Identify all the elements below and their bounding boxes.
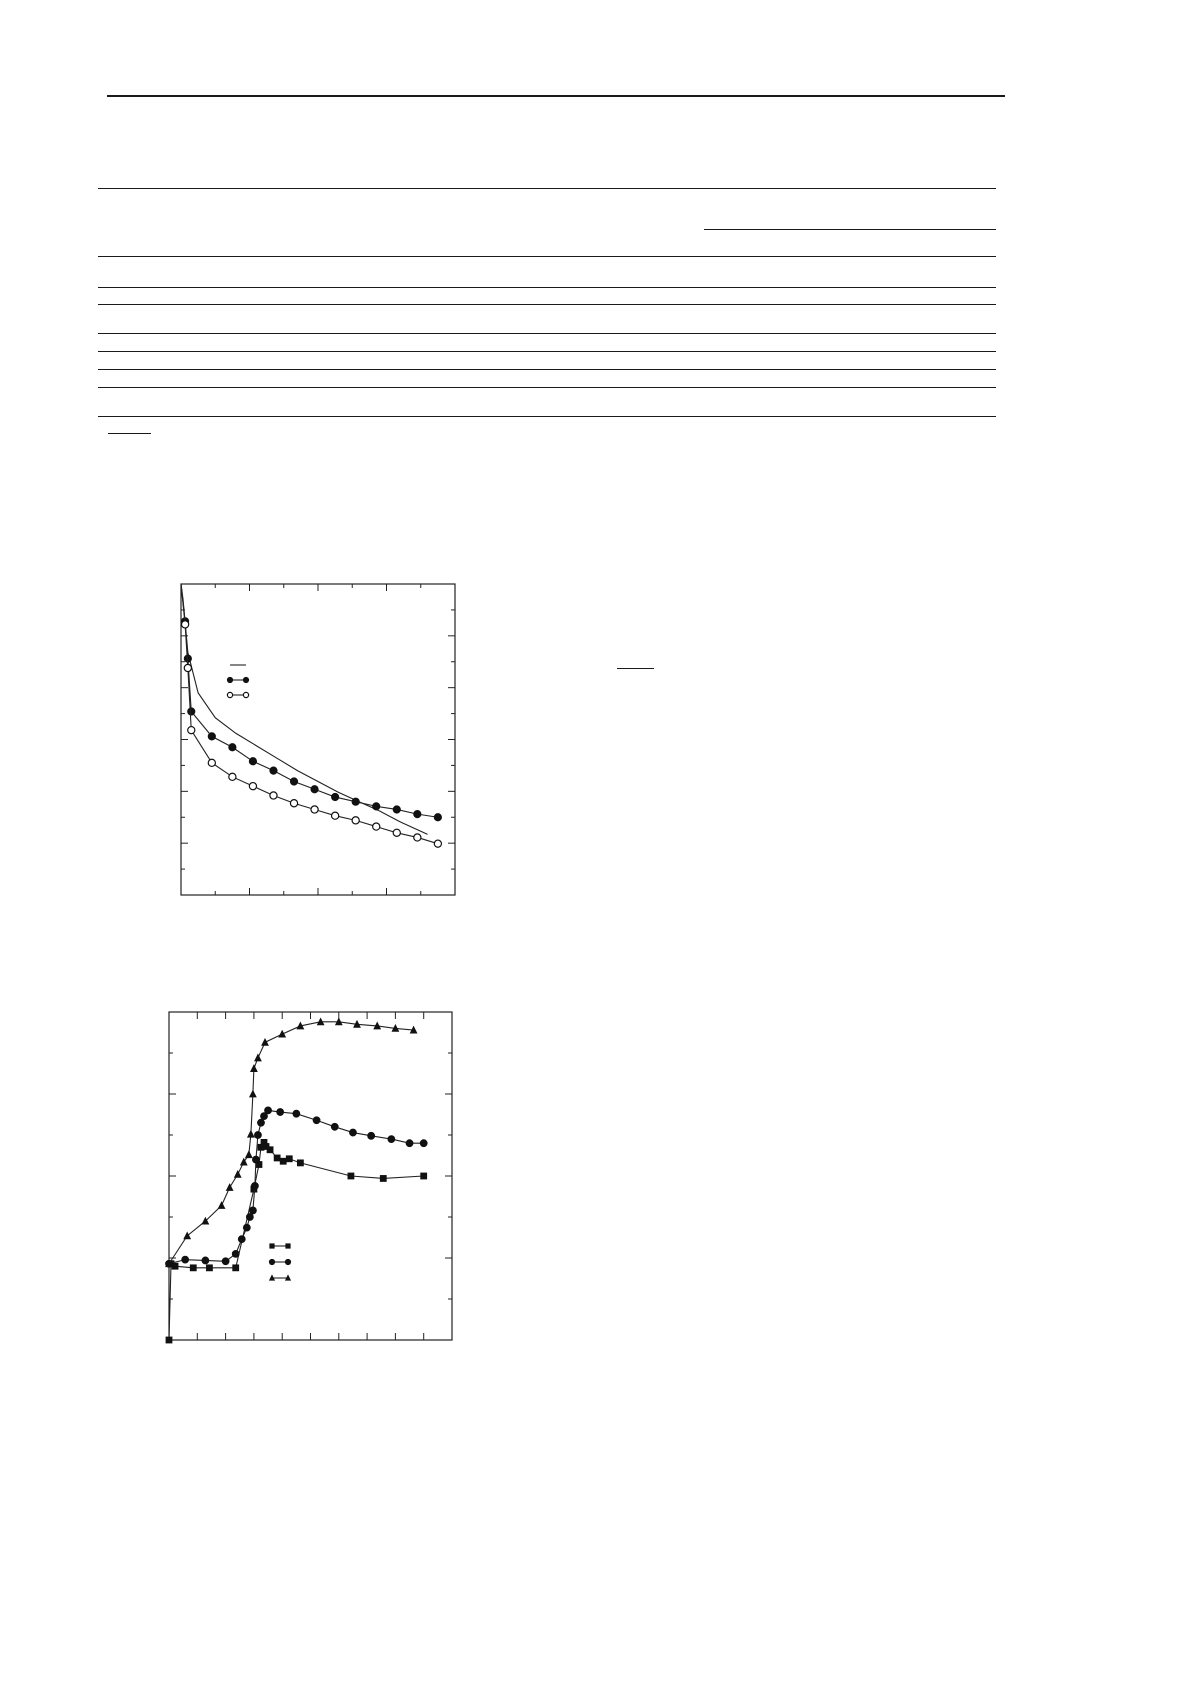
series-line — [181, 584, 438, 817]
data-point — [348, 1173, 355, 1180]
data-point — [229, 773, 236, 780]
data-point — [227, 692, 232, 697]
data-point — [261, 1038, 269, 1046]
data-point — [229, 744, 236, 751]
data-point — [188, 727, 195, 734]
data-point — [285, 1243, 290, 1248]
data-point — [166, 1337, 173, 1344]
data-point — [232, 1251, 239, 1258]
series-line — [181, 584, 438, 844]
data-point — [392, 1024, 400, 1032]
data-point — [420, 1173, 427, 1180]
data-point — [249, 783, 256, 790]
data-point — [251, 1186, 258, 1193]
data-point — [406, 1140, 413, 1147]
data-point — [286, 1155, 293, 1162]
data-point — [414, 811, 421, 818]
table-row — [98, 287, 996, 288]
data-point — [290, 800, 297, 807]
data-point — [265, 1107, 272, 1114]
table-header-rule — [98, 256, 996, 257]
data-point — [249, 1090, 257, 1098]
table-row — [98, 369, 996, 370]
data-point — [249, 758, 256, 765]
data-point — [285, 1274, 291, 1280]
data-point — [201, 1217, 209, 1225]
data-point — [352, 798, 359, 805]
data-point — [368, 1132, 375, 1139]
data-point — [269, 1259, 274, 1264]
data-point — [253, 1156, 260, 1163]
data-point — [183, 1231, 191, 1239]
data-point — [388, 1136, 395, 1143]
table-row — [98, 333, 996, 334]
data-point — [293, 1110, 300, 1117]
data-point — [373, 823, 380, 830]
series-line — [169, 1142, 424, 1340]
data-point — [311, 786, 318, 793]
plot-frame — [181, 584, 455, 895]
data-point — [245, 1150, 253, 1158]
data-point — [278, 1030, 286, 1038]
data-point — [270, 767, 277, 774]
data-point — [414, 834, 421, 841]
data-point — [290, 778, 297, 785]
footnote-rule — [108, 433, 151, 434]
data-point — [168, 1260, 175, 1267]
data-point — [317, 1017, 325, 1025]
data-point — [420, 1140, 427, 1147]
data-point — [311, 806, 318, 813]
data-point — [250, 1064, 258, 1072]
data-point — [258, 1119, 265, 1126]
header-rule — [107, 95, 1005, 97]
data-point — [247, 1130, 255, 1138]
data-point — [373, 1022, 381, 1030]
data-point — [254, 1054, 262, 1062]
data-point — [350, 1129, 357, 1136]
data-point — [434, 840, 441, 847]
data-point — [218, 1201, 226, 1209]
table-row — [98, 387, 996, 388]
data-point — [232, 1264, 239, 1271]
data-point — [208, 733, 215, 740]
data-point — [285, 1259, 290, 1264]
data-point — [243, 1224, 250, 1231]
data-point — [188, 708, 195, 715]
data-point — [182, 618, 189, 625]
data-point — [190, 1264, 197, 1271]
data-point — [166, 1260, 173, 1267]
data-point — [243, 692, 248, 697]
data-point — [256, 1161, 263, 1168]
plot-frame — [169, 1012, 452, 1340]
data-point — [243, 677, 248, 682]
data-point — [393, 829, 400, 836]
table-subheader-rule — [704, 229, 996, 230]
data-point — [297, 1159, 304, 1166]
data-point — [261, 1139, 268, 1146]
table-top-rule — [98, 188, 996, 189]
data-point — [331, 1123, 338, 1130]
data-point — [261, 1113, 268, 1120]
data-point — [252, 1182, 259, 1189]
data-point — [332, 812, 339, 819]
table-row — [98, 304, 996, 305]
data-point — [246, 1214, 253, 1221]
data-point — [255, 1132, 262, 1139]
data-point — [182, 621, 189, 628]
data-point — [184, 655, 191, 662]
table-bottom-rule — [98, 416, 996, 417]
data-point — [263, 1143, 270, 1150]
data-point — [373, 803, 380, 810]
data-point — [182, 1256, 189, 1263]
data-point — [227, 677, 232, 682]
data-point — [353, 1020, 361, 1028]
data-point — [270, 792, 277, 799]
data-point — [280, 1158, 287, 1165]
data-point — [352, 817, 359, 824]
data-point — [258, 1144, 265, 1151]
data-point — [267, 1146, 274, 1153]
data-point — [274, 1155, 281, 1162]
data-point — [332, 793, 339, 800]
data-point — [269, 1274, 275, 1280]
equation-fraction-bar — [617, 668, 654, 669]
data-point — [277, 1109, 284, 1116]
data-point — [296, 1022, 304, 1030]
data-point — [240, 1158, 248, 1166]
series-line — [169, 1110, 424, 1263]
data-point — [206, 1264, 213, 1271]
data-point — [335, 1017, 343, 1025]
data-point — [165, 1259, 173, 1267]
data-point — [172, 1263, 179, 1270]
series-line — [181, 584, 428, 834]
data-point — [226, 1183, 234, 1191]
data-point — [222, 1258, 229, 1265]
data-point — [313, 1117, 320, 1124]
data-point — [269, 1243, 274, 1248]
data-point — [234, 1170, 242, 1178]
data-point — [202, 1257, 209, 1264]
data-point — [249, 1207, 256, 1214]
data-point — [434, 814, 441, 821]
series-line — [169, 1022, 414, 1264]
data-point — [393, 806, 400, 813]
table-row — [98, 351, 996, 352]
data-point — [184, 664, 191, 671]
data-point — [238, 1236, 245, 1243]
data-point — [380, 1175, 387, 1182]
data-point — [410, 1026, 418, 1034]
data-point — [208, 759, 215, 766]
